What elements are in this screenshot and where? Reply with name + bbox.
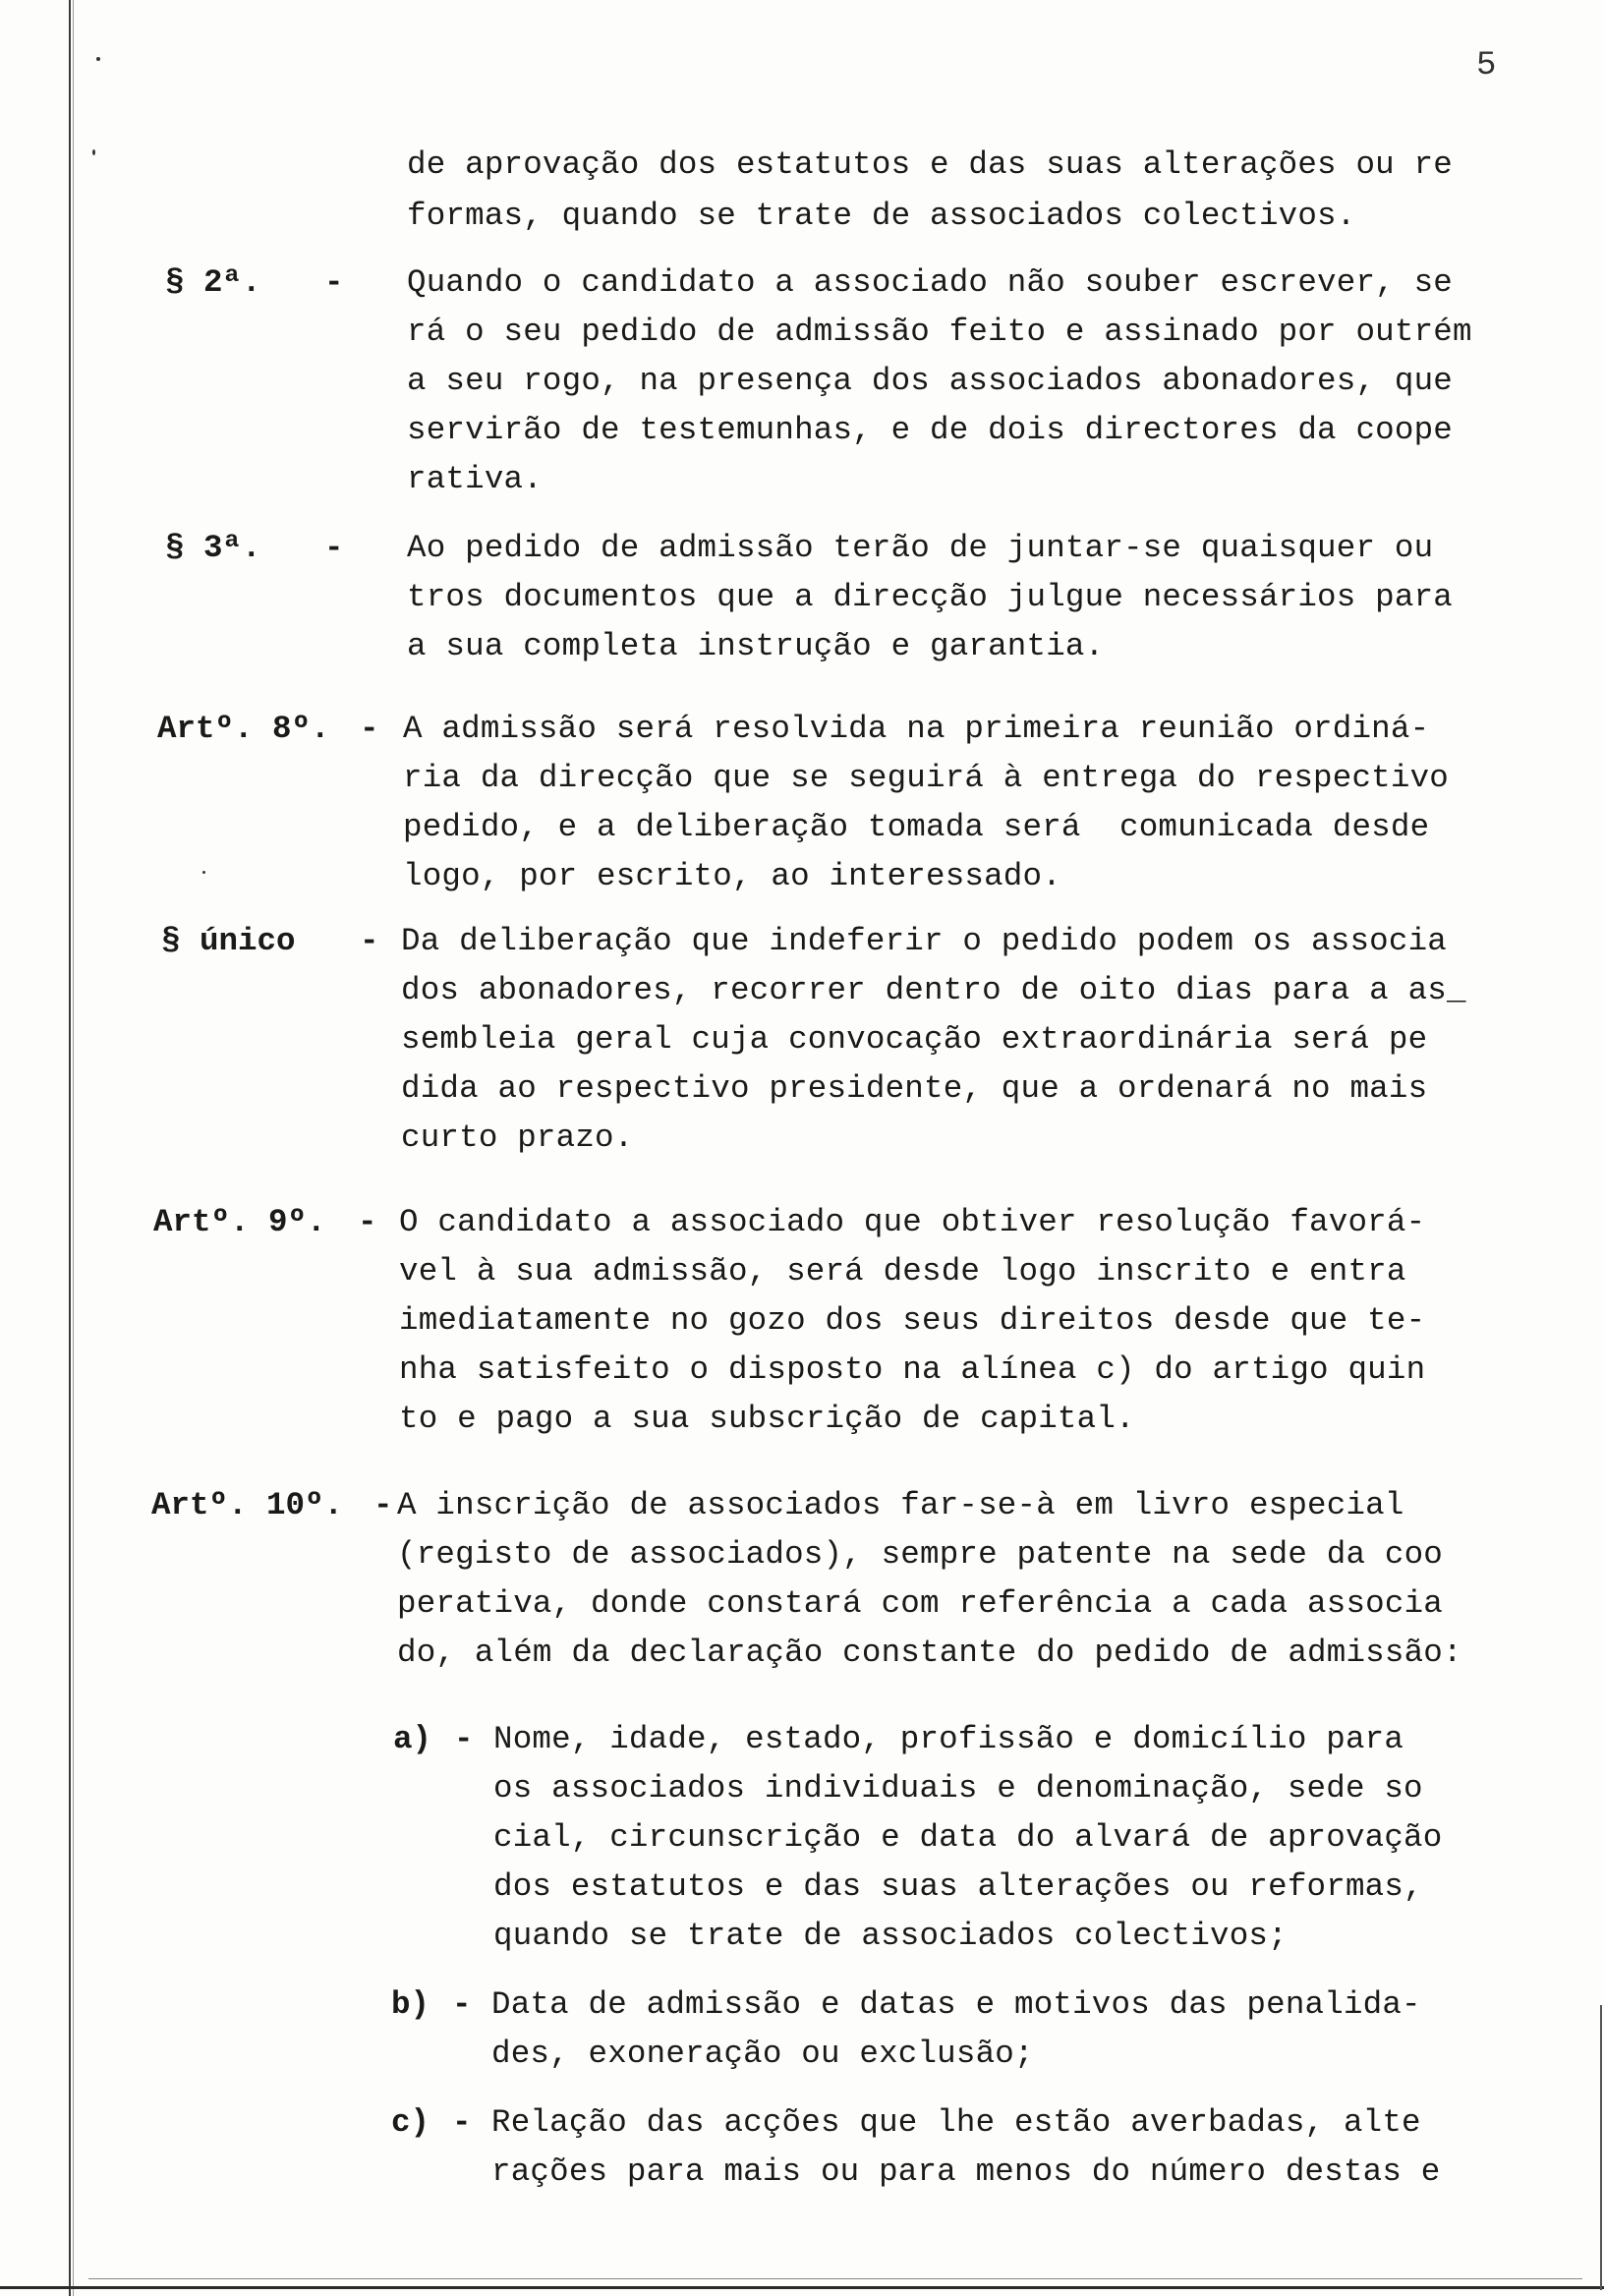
body-line: Data de admissão e datas e motivos das penalida-: [491, 1986, 1421, 2023]
label-dash: -: [324, 264, 344, 301]
body-line: dida ao respectivo presidente, que a ordenará no mais: [401, 1070, 1428, 1107]
body-line: A admissão será resolvida na primeira reunião ordiná-: [403, 711, 1430, 747]
scan-bottom-line: [88, 2278, 1582, 2279]
scan-right-line: [1600, 2005, 1602, 2290]
article-label: Artº. 8º.: [157, 711, 330, 747]
body-line: a sua completa instrução e garantia.: [407, 628, 1105, 664]
label-dash: -: [454, 1721, 474, 1757]
label-dash: -: [452, 1986, 472, 2023]
body-line: pedido, e a deliberação tomada será comunicada desde: [403, 809, 1430, 845]
body-line: (registo de associados), sempre patente na sede da coo: [397, 1536, 1443, 1573]
list-item-label: c): [391, 2104, 430, 2141]
scan-speck: [202, 871, 205, 874]
article-label: Artº. 9º.: [153, 1204, 326, 1240]
body-line: to e pago a sua subscrição de capital.: [399, 1401, 1135, 1437]
body-line: Quando o candidato a associado não souber escrever, se: [407, 264, 1453, 301]
body-line: os associados individuais e denominação, sede so: [493, 1770, 1423, 1807]
body-line: dos estatutos e das suas alterações ou reformas,: [493, 1868, 1423, 1905]
body-line: vel à sua admissão, será desde logo inscrito e entra: [399, 1253, 1406, 1290]
body-line: rá o seu pedido de admissão feito e assinado por outrém: [407, 314, 1472, 350]
label-dash: -: [358, 1204, 377, 1240]
body-line: Relação das acções que lhe estão averbadas, alte: [491, 2104, 1421, 2141]
list-item-label: a): [393, 1721, 432, 1757]
paragraph-label: § 2ª.: [165, 264, 261, 301]
body-line: Da deliberação que indeferir o pedido podem os associa: [401, 923, 1447, 959]
body-line: des, exoneração ou exclusão;: [491, 2036, 1034, 2072]
body-line: sembleia geral cuja convocação extraordinária será pe: [401, 1021, 1428, 1058]
body-line: de aprovação dos estatutos e das suas alterações ou re: [407, 146, 1453, 183]
body-line: tros documentos que a direcção julgue necessários para: [407, 579, 1453, 615]
body-line: nha satisfeito o disposto na alínea c) do artigo quin: [399, 1351, 1426, 1388]
body-line: perativa, donde constará com referência a cada associa: [397, 1585, 1443, 1622]
body-line: logo, por escrito, ao interessado.: [403, 858, 1061, 894]
body-line: cial, circunscrição e data do alvará de aprovação: [493, 1819, 1443, 1856]
body-line: quando se trate de associados colectivos;: [493, 1918, 1288, 1954]
page-number: 5: [1476, 47, 1497, 85]
label-dash: -: [373, 1487, 393, 1523]
body-line: A inscrição de associados far-se-à em livro especial: [397, 1487, 1404, 1523]
label-dash: -: [324, 530, 344, 566]
body-line: a seu rogo, na presença dos associados abonadores, que: [407, 363, 1453, 399]
body-line: formas, quando se trate de associados colectivos.: [407, 198, 1356, 234]
scan-speck: [96, 57, 100, 61]
paragraph-label: § único: [161, 923, 296, 959]
body-line: rativa.: [407, 461, 543, 497]
label-dash: -: [360, 923, 379, 959]
scan-bottom-line: [0, 2286, 1604, 2289]
body-line: ria da direcção que se seguirá à entrega do respectivo: [403, 760, 1449, 796]
article-label: Artº. 10º.: [151, 1487, 344, 1523]
scan-speck: [92, 149, 95, 155]
body-line: rações para mais ou para menos do número destas e: [491, 2153, 1441, 2190]
label-dash: -: [452, 2104, 472, 2141]
body-line: servirão de testemunhas, e de dois directores da coope: [407, 412, 1453, 448]
list-item-label: b): [391, 1986, 430, 2023]
body-line: imediatamente no gozo dos seus direitos desde que te-: [399, 1302, 1426, 1339]
body-line: dos abonadores, recorrer dentro de oito dias para a as_: [401, 972, 1466, 1008]
body-line: do, além da declaração constante do pedido de admissão:: [397, 1635, 1462, 1671]
body-line: Ao pedido de admissão terão de juntar-se quaisquer ou: [407, 530, 1434, 566]
paragraph-label: § 3ª.: [165, 530, 261, 566]
body-line: curto prazo.: [401, 1119, 634, 1156]
body-line: Nome, idade, estado, profissão e domicílio para: [493, 1721, 1404, 1757]
body-line: O candidato a associado que obtiver resolução favorá-: [399, 1204, 1426, 1240]
label-dash: -: [360, 711, 379, 747]
scan-margin-line: [69, 0, 71, 2296]
scan-margin-line: [73, 0, 74, 2296]
